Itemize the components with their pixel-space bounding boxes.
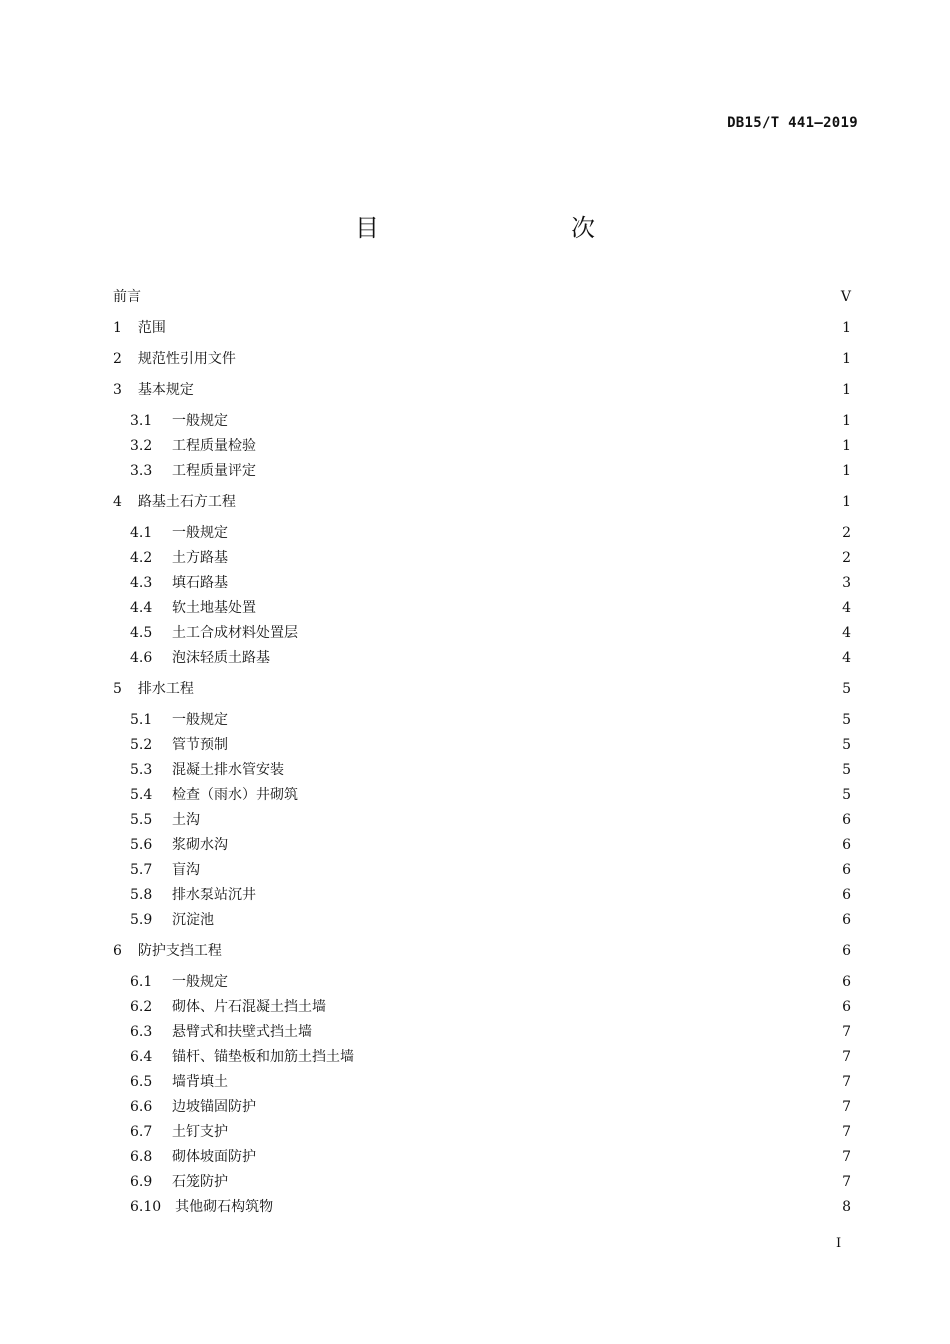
toc-entry-title: 锚杆、锚垫板和加筋土挡土墙 xyxy=(172,1049,354,1065)
toc-entry[interactable] xyxy=(130,1122,851,1142)
toc-entry-number: 5.3 xyxy=(130,762,153,778)
toc-entry-page: 7 xyxy=(842,1149,851,1165)
toc-leader-dots xyxy=(304,623,836,643)
toc-entry-page: 6 xyxy=(842,862,851,878)
toc-leader-dots xyxy=(200,679,836,699)
toc-entry[interactable] xyxy=(130,810,851,830)
toc-entry-number: 3.2 xyxy=(130,438,153,454)
toc-entry-page: 4 xyxy=(842,650,851,666)
toc-entry-number: 5.1 xyxy=(130,712,153,728)
toc-entry-title: 其他砌石构筑物 xyxy=(175,1199,274,1215)
toc-entry-page: 1 xyxy=(842,351,851,367)
toc-entry-number: 3 xyxy=(113,382,122,398)
toc-entry[interactable] xyxy=(130,573,851,593)
toc-entry[interactable] xyxy=(113,287,851,307)
toc-entry[interactable] xyxy=(113,492,851,512)
toc-entry[interactable] xyxy=(130,910,851,930)
toc-entry-number: 5 xyxy=(113,681,122,697)
toc-leader-dots xyxy=(262,461,836,481)
toc-leader-dots xyxy=(228,941,836,961)
toc-entry-number: 5.5 xyxy=(130,812,153,828)
toc-entry-title: 沉淀池 xyxy=(172,912,214,928)
toc-entry[interactable] xyxy=(113,318,851,338)
toc-entry-page: 6 xyxy=(842,812,851,828)
toc-entry-page: 5 xyxy=(842,712,851,728)
toc-entry-page: 5 xyxy=(842,737,851,753)
toc-entry-number: 3.1 xyxy=(130,413,153,429)
toc-entry-page: 1 xyxy=(842,463,851,479)
toc-entry-title: 土工合成材料处置层 xyxy=(172,625,298,641)
toc-entry[interactable] xyxy=(130,972,851,992)
toc-leader-dots xyxy=(234,548,836,568)
toc-leader-dots xyxy=(234,735,836,755)
toc-entry-title: 工程质量评定 xyxy=(172,463,256,479)
toc-entry[interactable] xyxy=(130,1147,851,1167)
toc-leader-dots xyxy=(234,523,836,543)
toc-entry[interactable] xyxy=(130,598,851,618)
toc-entry-page: 7 xyxy=(842,1174,851,1190)
toc-entry[interactable] xyxy=(113,679,851,699)
toc-entry[interactable] xyxy=(130,885,851,905)
toc-leader-dots xyxy=(234,835,836,855)
toc-entry-title: 路基土石方工程 xyxy=(137,494,236,510)
toc-entry-number: 5.9 xyxy=(130,912,153,928)
toc-leader-dots xyxy=(234,411,836,431)
toc-entry-page: 7 xyxy=(842,1024,851,1040)
toc-leader-dots xyxy=(234,710,836,730)
toc-entry[interactable] xyxy=(130,1172,851,1192)
toc-entry-title: 范围 xyxy=(137,320,166,336)
toc-entry-page: 4 xyxy=(842,625,851,641)
toc-leader-dots xyxy=(304,785,836,805)
toc-entry-title: 工程质量检验 xyxy=(172,438,256,454)
toc-leader-dots xyxy=(200,380,836,400)
toc-entry-title: 浆砌水沟 xyxy=(172,837,228,853)
toc-entry-title: 一般规定 xyxy=(172,525,228,541)
toc-entry-page: 5 xyxy=(842,681,851,697)
toc-leader-dots xyxy=(262,598,836,618)
toc-entry[interactable] xyxy=(130,735,851,755)
toc-entry[interactable] xyxy=(130,835,851,855)
toc-leader-dots xyxy=(206,860,836,880)
toc-entry[interactable] xyxy=(130,860,851,880)
toc-entry-title: 一般规定 xyxy=(172,974,228,990)
toc-entry[interactable] xyxy=(130,760,851,780)
toc-entry-number: 6.10 xyxy=(130,1199,162,1215)
toc-entry-title: 悬臂式和扶壁式挡土墙 xyxy=(172,1024,312,1040)
toc-entry-title: 盲沟 xyxy=(172,862,200,878)
toc-leader-dots xyxy=(332,997,836,1017)
toc-entry-page: 1 xyxy=(842,438,851,454)
toc-leader-dots xyxy=(262,885,836,905)
toc-entry-title: 混凝土排水管安装 xyxy=(172,762,284,778)
toc-entry-page: 6 xyxy=(842,974,851,990)
toc-entry[interactable] xyxy=(130,1072,851,1092)
toc-entry[interactable] xyxy=(130,648,851,668)
toc-entry[interactable] xyxy=(130,461,851,481)
toc-entry-number: 6.6 xyxy=(130,1099,153,1115)
toc-entry-page: 6 xyxy=(842,837,851,853)
toc-leader-dots xyxy=(262,1097,836,1117)
toc-leader-dots xyxy=(318,1022,836,1042)
toc-entry-title: 填石路基 xyxy=(172,575,228,591)
toc-entry-page: 7 xyxy=(842,1074,851,1090)
toc-entry-title: 土方路基 xyxy=(172,550,228,566)
toc-entry-title: 砌体、片石混凝土挡土墙 xyxy=(172,999,326,1015)
toc-entry[interactable] xyxy=(130,997,851,1017)
toc-leader-dots xyxy=(290,760,836,780)
toc-leader-dots xyxy=(234,1122,836,1142)
toc-leader-dots xyxy=(242,492,836,512)
toc-entry-title: 管节预制 xyxy=(172,737,228,753)
toc-entry-number: 6.2 xyxy=(130,999,153,1015)
toc-entry-number: 4.6 xyxy=(130,650,153,666)
toc-leader-dots xyxy=(279,1197,836,1217)
toc-entry-title: 一般规定 xyxy=(172,413,228,429)
toc-entry-page: 6 xyxy=(842,887,851,903)
toc-entry-title: 排水泵站沉井 xyxy=(172,887,256,903)
toc-entry[interactable] xyxy=(113,349,851,369)
toc-entry-title: 规范性引用文件 xyxy=(137,351,236,367)
toc-entry[interactable] xyxy=(130,1047,851,1067)
toc-entry-number: 1 xyxy=(113,320,122,336)
toc-entry-page: 2 xyxy=(842,550,851,566)
toc-entry-number: 4.3 xyxy=(130,575,153,591)
toc-entry-page: 7 xyxy=(842,1049,851,1065)
toc-leader-dots xyxy=(262,436,836,456)
toc-entry[interactable] xyxy=(130,1097,851,1117)
toc-entry-number: 5.6 xyxy=(130,837,153,853)
toc-entry[interactable] xyxy=(130,623,851,643)
toc-entry-page: 7 xyxy=(842,1124,851,1140)
toc-entry-page: 6 xyxy=(842,943,851,959)
toc-entry[interactable] xyxy=(130,1197,851,1217)
toc-entry[interactable] xyxy=(113,941,851,961)
toc-leader-dots xyxy=(147,287,835,307)
toc-leader-dots xyxy=(234,573,836,593)
toc-entry-number: 5.8 xyxy=(130,887,153,903)
toc-leader-dots xyxy=(360,1047,836,1067)
toc-entry-number: 6 xyxy=(113,943,122,959)
toc-entry-number: 3.3 xyxy=(130,463,153,479)
toc-entry-page: 3 xyxy=(842,575,851,591)
toc-entry-number: 5.7 xyxy=(130,862,153,878)
toc-leader-dots xyxy=(234,1072,836,1092)
toc-entry-title: 土钉支护 xyxy=(172,1124,228,1140)
toc-entry-number: 5.2 xyxy=(130,737,153,753)
toc-entry-page: 4 xyxy=(842,600,851,616)
toc-entry[interactable] xyxy=(113,380,851,400)
toc-leader-dots xyxy=(172,318,836,338)
toc-entry-page: 5 xyxy=(842,787,851,803)
toc-leader-dots xyxy=(242,349,836,369)
toc-leader-dots xyxy=(234,1172,836,1192)
toc-entry-title: 墙背填土 xyxy=(172,1074,228,1090)
toc-entry-title: 石笼防护 xyxy=(172,1174,228,1190)
toc-entry-page: V xyxy=(840,289,851,305)
toc-entry-title: 边坡锚固防护 xyxy=(172,1099,256,1115)
toc-entry-page: 1 xyxy=(842,494,851,510)
toc-entry[interactable] xyxy=(130,710,851,730)
toc-entry-number: 6.3 xyxy=(130,1024,153,1040)
toc-entry-number: 5.4 xyxy=(130,787,153,803)
toc-entry-number: 6.1 xyxy=(130,974,153,990)
toc-entry-title: 泡沫轻质土路基 xyxy=(172,650,270,666)
toc-entry[interactable] xyxy=(130,436,851,456)
toc-entry-number: 6.5 xyxy=(130,1074,153,1090)
document-code: DB15/T 441—2019 xyxy=(727,115,858,131)
toc-entry-number: 4.1 xyxy=(130,525,153,541)
toc-entry-number: 2 xyxy=(113,351,122,367)
toc-entry[interactable] xyxy=(130,785,851,805)
toc-entry-title: 基本规定 xyxy=(137,382,194,398)
toc-entry-title: 软土地基处置 xyxy=(172,600,256,616)
toc-leader-dots xyxy=(206,810,836,830)
toc-leader-dots xyxy=(234,972,836,992)
toc-entry[interactable] xyxy=(130,411,851,431)
toc-entry-page: 1 xyxy=(842,413,851,429)
toc-entry-number: 6.9 xyxy=(130,1174,153,1190)
toc-entry-page: 7 xyxy=(842,1099,851,1115)
toc-entry-title: 砌体坡面防护 xyxy=(172,1149,256,1165)
toc-entry-page: 6 xyxy=(842,912,851,928)
toc-entry-number: 4.2 xyxy=(130,550,153,566)
toc-entry[interactable] xyxy=(130,1022,851,1042)
toc-entry-title: 一般规定 xyxy=(172,712,228,728)
toc-leader-dots xyxy=(220,910,836,930)
toc-entry-page: 8 xyxy=(842,1199,851,1215)
toc-entry-page: 1 xyxy=(842,382,851,398)
toc-entry-number: 4.5 xyxy=(130,625,153,641)
toc-entry-number: 4 xyxy=(113,494,122,510)
toc-entry-title: 防护支挡工程 xyxy=(137,943,222,959)
toc-entry-title: 前言 xyxy=(113,289,141,305)
toc-entry-page: 1 xyxy=(842,320,851,336)
toc-entry-title: 排水工程 xyxy=(137,681,194,697)
toc-entry-number: 6.8 xyxy=(130,1149,153,1165)
toc-leader-dots xyxy=(262,1147,836,1167)
toc-entry-number: 6.7 xyxy=(130,1124,153,1140)
toc-entry-page: 5 xyxy=(842,762,851,778)
toc-entry-number: 6.4 xyxy=(130,1049,153,1065)
toc-entry-title: 土沟 xyxy=(172,812,200,828)
toc-entry-number: 4.4 xyxy=(130,600,153,616)
page-number: I xyxy=(836,1236,842,1251)
toc-entry-page: 2 xyxy=(842,525,851,541)
toc-leader-dots xyxy=(276,648,836,668)
toc-entry[interactable] xyxy=(130,523,851,543)
toc-entry[interactable] xyxy=(130,548,851,568)
toc-title: 目 次 xyxy=(355,214,643,242)
toc-entry-title: 检查（雨水）井砌筑 xyxy=(172,787,298,803)
toc-entry-page: 6 xyxy=(842,999,851,1015)
